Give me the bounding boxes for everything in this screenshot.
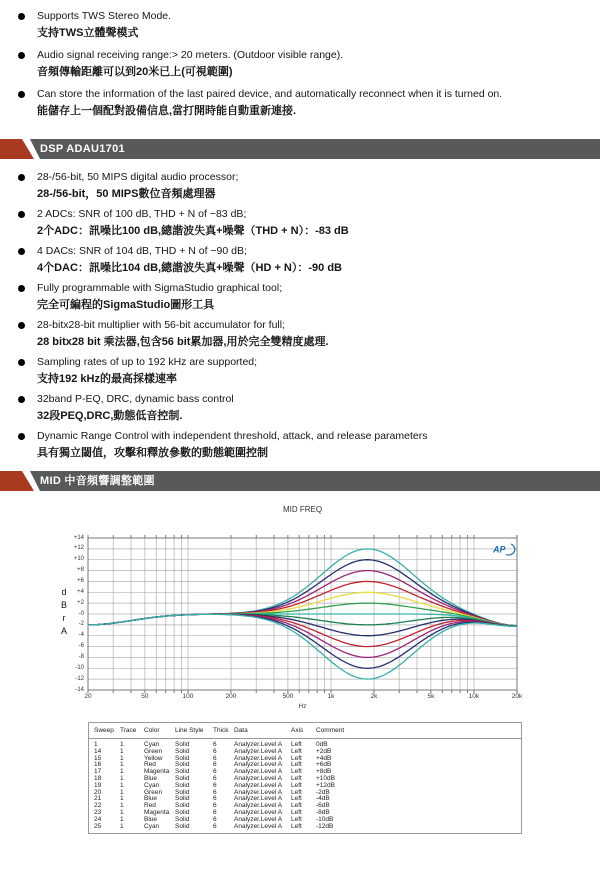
sweep-table-cell: 14 <box>94 747 102 755</box>
bullet-text-en: 4 DACs: SNR of 104 dB, THD + N of −90 dB; <box>37 245 247 257</box>
sweep-table-cell: Yellow <box>144 754 163 762</box>
sweep-table-cell: Solid <box>175 815 190 823</box>
sweep-table-body <box>89 739 521 833</box>
sweep-table-header-cell: Thick <box>213 727 229 734</box>
y-axis-tick-label: -8 <box>78 653 84 660</box>
bullet-text-zh: 2个ADC：訊噪比100 dB,總諧波失真+噪聲（THD + N）：-83 dB <box>37 224 349 237</box>
sweep-table-cell: Left <box>291 774 302 782</box>
sweep-table-cell: 6 <box>213 741 217 748</box>
sweep-table-cell: +10dB <box>316 774 335 782</box>
sweep-table-cell: 1 <box>120 815 124 823</box>
sweep-table-cell: Left <box>291 815 302 823</box>
bullet-item <box>16 317 592 350</box>
svg-text:AP: AP <box>493 544 506 555</box>
bullet-text <box>37 47 343 80</box>
sweep-table-cell: Solid <box>175 808 190 816</box>
sweep-table-cell: Analyzer.Level A <box>234 761 283 769</box>
bullet-dot-icon <box>18 52 25 59</box>
dsp-bullet-list <box>0 169 600 461</box>
sweep-table-cell: 1 <box>94 741 98 748</box>
sweep-table-cell: Blue <box>144 795 158 803</box>
sweep-table-cell: Analyzer.Level A <box>234 802 283 810</box>
bullet-item <box>16 47 592 80</box>
sweep-table-header-cell: Sweep <box>94 727 114 734</box>
bullet-text-en: 2 ADCs: SNR of 100 dB, THD + N of −83 dB; <box>37 208 247 220</box>
bullet-text-zh: 支持TWS立體聲模式 <box>37 26 139 39</box>
sweep-table-cell: Left <box>291 741 302 748</box>
sweep-table-cell: Analyzer.Level A <box>234 741 283 748</box>
y-axis-tick-label: -12 <box>75 675 84 682</box>
sweep-table-cell: Cyan <box>144 781 160 789</box>
y-axis-tick-label: -6 <box>78 643 84 650</box>
sweep-table-cell: 22 <box>94 802 102 810</box>
sweep-table-cell: Blue <box>144 774 158 782</box>
sweep-table-cell: 6 <box>213 747 217 755</box>
sweep-table-cell: 1 <box>120 761 124 769</box>
sweep-table-header-cell: Trace <box>120 727 137 734</box>
sweep-table-cell: 1 <box>120 795 124 803</box>
section-header-mid <box>0 471 600 491</box>
bullet-dot-icon <box>18 359 25 366</box>
bullet-dot-icon <box>18 13 25 20</box>
sweep-table-cell: 24 <box>94 815 102 823</box>
sweep-table-cell: 25 <box>94 822 102 830</box>
y-axis-tick-label: -14 <box>75 686 84 693</box>
bullet-dot-icon <box>18 396 25 403</box>
bullet-item <box>16 280 592 313</box>
sweep-table-cell: Solid <box>175 802 190 810</box>
mid-freq-chart <box>0 491 600 722</box>
sweep-table-header-cell: Comment <box>316 727 345 734</box>
sweep-table-header-cell: Line Style <box>175 727 204 734</box>
sweep-table-cell: Left <box>291 808 302 816</box>
bullet-text <box>37 8 171 41</box>
sweep-table-cell: 1 <box>120 802 124 810</box>
bullet-text-en: Can store the information of the last paired device, and automatically reconnect when it is turned on. <box>37 88 503 100</box>
sweep-table-cell: 6 <box>213 761 217 769</box>
sweep-table-cell: Analyzer.Level A <box>234 781 283 789</box>
x-axis-tick-label: 10k <box>468 693 480 700</box>
bullet-dot-icon <box>18 211 25 218</box>
bullet-text <box>37 169 238 202</box>
sweep-table-cell: 6 <box>213 774 217 782</box>
sweep-table-cell: Blue <box>144 815 158 823</box>
bullet-text <box>37 317 329 350</box>
sweep-table-cell: -8dB <box>316 808 330 816</box>
bullet-text <box>37 206 349 239</box>
sweep-table-cell: Analyzer.Level A <box>234 747 283 755</box>
x-axis-tick-label: 20 <box>84 693 92 700</box>
bullet-text-zh: 音頻傳輸距離可以到20米已上(可視範圍) <box>37 65 233 78</box>
bullet-item <box>16 428 592 461</box>
sweep-table-cell: Left <box>291 747 302 755</box>
y-axis-tick-label: -0 <box>78 610 84 617</box>
sweep-table-cell: Solid <box>175 788 190 796</box>
sweep-table-cell: Left <box>291 781 302 789</box>
sweep-table-cell: 20 <box>94 788 102 796</box>
sweep-table-cell: Magenta <box>144 768 170 776</box>
sweep-table-cell: 1 <box>120 747 124 755</box>
curve-0db <box>88 614 517 626</box>
bullet-text <box>37 86 502 119</box>
sweep-table-cell: 23 <box>94 808 102 816</box>
section-header-red-accent <box>0 139 34 159</box>
bullet-dot-icon <box>18 433 25 440</box>
bullet-item <box>16 243 592 276</box>
bullet-item <box>16 169 592 202</box>
bullet-dot-icon <box>18 91 25 98</box>
sweep-table-cell: Magenta <box>144 808 170 816</box>
sweep-table-cell: -2dB <box>316 788 330 796</box>
sweep-table-cell: Analyzer.Level A <box>234 754 283 762</box>
sweep-table-cell: 0dB <box>316 741 328 748</box>
sweep-table-cell: 21 <box>94 795 102 803</box>
sweep-table-cell: Red <box>144 761 156 769</box>
sweep-table-cell: 6 <box>213 768 217 776</box>
bullet-text-en: Supports TWS Stereo Mode. <box>37 10 172 22</box>
sweep-table-cell: 16 <box>94 761 102 769</box>
bullet-dot-icon <box>18 322 25 329</box>
sweep-table-header-cell: Color <box>144 727 160 734</box>
bullet-item <box>16 86 592 119</box>
sweep-table-cell: +2dB <box>316 747 332 755</box>
sweep-table-cell: 6 <box>213 802 217 810</box>
bullet-dot-icon <box>18 285 25 292</box>
audio-precision-logo-icon <box>490 542 516 562</box>
y-axis-tick-label: +12 <box>73 545 84 552</box>
bullet-text <box>37 391 234 424</box>
sweep-table-cell: Analyzer.Level A <box>234 768 283 776</box>
bullet-dot-icon <box>18 248 25 255</box>
bullet-text <box>37 428 427 461</box>
sweep-table-cell: Solid <box>175 747 190 755</box>
sweep-table-cell: 1 <box>120 808 124 816</box>
sweep-table-row <box>89 824 521 831</box>
sweep-table-header-row <box>89 723 521 739</box>
y-axis-label-char: A <box>60 626 67 636</box>
bullet-text <box>37 280 282 313</box>
sweep-table-cell: 6 <box>213 781 217 789</box>
bullet-item <box>16 391 592 424</box>
sweep-table-cell: -12dB <box>316 822 334 830</box>
y-axis-tick-label: -2 <box>78 621 84 628</box>
x-axis-tick-label: 100 <box>182 693 194 700</box>
bullet-dot-icon <box>18 174 25 181</box>
y-axis-tick-label: +2 <box>77 599 84 606</box>
bullet-text-zh: 支持192 kHz的最高採樣速率 <box>37 372 177 385</box>
plot-area <box>88 538 517 690</box>
sweep-table-cell: Cyan <box>144 822 160 830</box>
sweep-table-cell: Analyzer.Level A <box>234 815 283 823</box>
sweep-table-cell: 6 <box>213 808 217 816</box>
section-title-mid: MID 中音頻響調整範圍 <box>40 475 155 487</box>
bullet-text-zh: 能儲存上一個配對設備信息,當打開時能自動重新連接. <box>37 104 297 117</box>
bullet-text-zh: 32段PEQ,DRC,動態低音控制. <box>37 409 183 422</box>
y-axis-tick-label: +4 <box>77 588 84 595</box>
sweep-table-cell: Solid <box>175 754 190 762</box>
bullet-text-en: Dynamic Range Control with independent threshold, attack, and release parameters <box>37 430 428 442</box>
feature-bullet-list <box>0 8 600 119</box>
x-axis-label: Hz <box>298 703 307 710</box>
sweep-table-cell: Solid <box>175 822 190 830</box>
sweep-table-cell: +8dB <box>316 768 332 776</box>
section-header-dsp <box>0 139 600 159</box>
y-axis-tick-label: -10 <box>75 664 84 671</box>
sweep-table-cell: 17 <box>94 768 102 776</box>
sweep-table-cell: 1 <box>120 822 124 830</box>
y-axis-label-char: r <box>62 613 66 623</box>
sweep-table-cell: Analyzer.Level A <box>234 822 283 830</box>
sweep-table-cell: 6 <box>213 795 217 803</box>
sweep-table-cell: 6 <box>213 754 217 762</box>
x-axis-tick-label: 1k <box>327 693 335 700</box>
sweep-table-cell: +4dB <box>316 754 332 762</box>
bullet-text <box>37 354 257 387</box>
bullet-text-en: Audio signal receiving range:> 20 meters. (Outdoor visible range). <box>37 49 344 61</box>
sweep-table-cell: 15 <box>94 754 102 762</box>
bullet-text-en: 28-bitx28-bit multiplier with 56-bit accumulator for full; <box>37 319 286 331</box>
sweep-table-cell: 1 <box>120 774 124 782</box>
x-axis-tick-label: 500 <box>282 693 294 700</box>
sweep-legend-table <box>88 722 522 834</box>
bullet-item <box>16 206 592 239</box>
sweep-table-cell: 1 <box>120 741 124 748</box>
bullet-text-zh: 具有獨立閾值，攻擊和釋放參數的動態範圍控制 <box>37 446 268 459</box>
sweep-table-cell: Solid <box>175 761 190 769</box>
bullet-text <box>37 243 342 276</box>
y-axis-label-char: d <box>61 587 67 597</box>
sweep-table-cell: +12dB <box>316 781 335 789</box>
sweep-table-cell: Analyzer.Level A <box>234 774 283 782</box>
sweep-table-cell: 6 <box>213 788 217 796</box>
sweep-table-cell: +6dB <box>316 761 332 769</box>
y-axis-tick-label: -4 <box>78 632 84 639</box>
sweep-table-cell: Green <box>144 747 163 755</box>
sweep-table-cell: 6 <box>213 822 217 830</box>
sweep-table-cell: 1 <box>120 768 124 776</box>
sweep-table-cell: Red <box>144 802 156 810</box>
sweep-table-header-cell: Axis <box>291 727 304 734</box>
bullet-text-en: Sampling rates of up to 192 kHz are supported; <box>37 356 258 368</box>
bullet-item <box>16 8 592 41</box>
bullet-text-zh: 完全可編程的SigmaStudio圖形工具 <box>37 298 215 311</box>
bullet-text-en: 28-/56-bit, 50 MIPS digital audio processor; <box>37 171 239 183</box>
sweep-table-cell: Left <box>291 768 302 776</box>
sweep-table-cell: Left <box>291 761 302 769</box>
y-axis-tick-label: +8 <box>77 567 84 574</box>
bullet-text-zh: 28 bitx28 bit 乘法器,包含56 bit累加器,用於完全雙精度處理. <box>37 335 329 348</box>
x-axis-tick-label: 200 <box>225 693 237 700</box>
sweep-table-cell: Left <box>291 795 302 803</box>
sweep-table-cell: -4dB <box>316 795 330 803</box>
sweep-table-cell: -10dB <box>316 815 334 823</box>
y-axis-label-char: B <box>60 600 67 610</box>
sweep-table-cell: 1 <box>120 781 124 789</box>
bullet-text-en: 32band P-EQ, DRC, dynamic bass control <box>37 393 234 405</box>
chart-title: MID FREQ <box>282 505 323 514</box>
mid-freq-plot-svg <box>88 538 517 690</box>
y-axis-tick-label: +10 <box>73 556 84 563</box>
bullet-text-zh: 4个DAC：訊噪比104 dB,總諧波失真+噪聲（HD + N）：-90 dB <box>37 261 342 274</box>
sweep-table-cell: Left <box>291 822 302 830</box>
sweep-table-cell: 19 <box>94 781 102 789</box>
x-axis-tick-label: 50 <box>141 693 149 700</box>
sweep-table-cell: Solid <box>175 768 190 776</box>
sweep-table-cell: Cyan <box>144 741 160 748</box>
sweep-table-header-cell: Data <box>234 727 248 734</box>
sweep-table-cell: Solid <box>175 781 190 789</box>
sweep-table-cell: Solid <box>175 774 190 782</box>
x-axis-tick-label: 20k <box>511 693 523 700</box>
sweep-table-cell: 18 <box>94 774 102 782</box>
sweep-table-cell: Solid <box>175 795 190 803</box>
sweep-table-cell: Left <box>291 754 302 762</box>
section-header-red-accent <box>0 471 34 491</box>
sweep-table-cell: Analyzer.Level A <box>234 795 283 803</box>
sweep-table-cell: 1 <box>120 788 124 796</box>
sweep-table-cell: Solid <box>175 741 190 748</box>
x-axis-tick-label: 2k <box>370 693 378 700</box>
section-title-dsp: DSP ADAU1701 <box>40 143 125 155</box>
bullet-text-en: Fully programmable with SigmaStudio graphical tool; <box>37 282 283 294</box>
sweep-table-cell: Green <box>144 788 163 796</box>
sweep-table-cell: Left <box>291 788 302 796</box>
x-axis-tick-label: 5k <box>427 693 435 700</box>
sweep-table-cell: -6dB <box>316 802 330 810</box>
sweep-table-cell: Analyzer.Level A <box>234 808 283 816</box>
sweep-table-cell: 6 <box>213 815 217 823</box>
y-axis-tick-label: +6 <box>77 577 84 584</box>
sweep-table-cell: Left <box>291 802 302 810</box>
y-axis-tick-label: +14 <box>73 534 84 541</box>
sweep-table-cell: 1 <box>120 754 124 762</box>
bullet-item <box>16 354 592 387</box>
bullet-text-zh: 28-/56-bit，50 MIPS數位音頻處理器 <box>37 187 216 200</box>
sweep-table-cell: Analyzer.Level A <box>234 788 283 796</box>
